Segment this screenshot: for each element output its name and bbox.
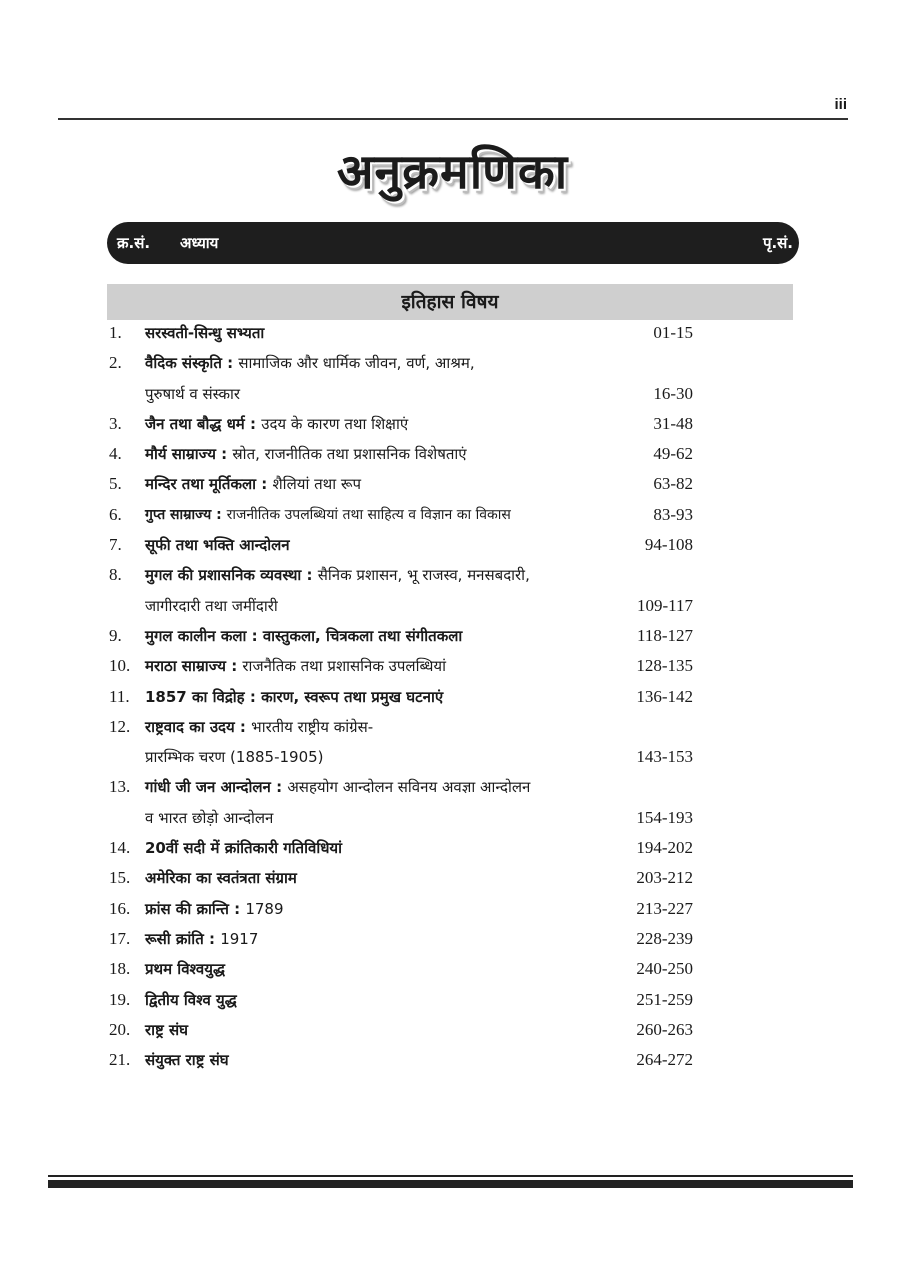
entry-title: द्वितीय विश्व युद्ध <box>145 990 237 1009</box>
entry-pages: 136-142 <box>636 686 693 706</box>
entry-title: संयुक्त राष्ट्र संघ <box>145 1051 229 1070</box>
entry-number: 1. <box>109 323 122 342</box>
entry-title: सूफी तथा भक्ति आन्दोलन <box>145 536 290 555</box>
entry-pages: 109-117 <box>636 595 693 615</box>
chapter-column-header: अध्याय <box>180 234 219 252</box>
entry-title: 20वीं सदी में क्रांतिकारी गतिविधियां <box>145 839 343 858</box>
page-column-header: पृ.सं. <box>762 234 793 252</box>
toc-entry[interactable] <box>0 348 905 409</box>
entry-description: राजनीतिक उपलब्धियां तथा साहित्य व विज्ञान का विकास <box>226 506 511 523</box>
entry-pages: 154-193 <box>636 807 693 827</box>
entry-number: 18. <box>109 959 131 979</box>
toc-entry[interactable] <box>0 863 905 893</box>
entry-pages: 251-259 <box>636 989 693 1009</box>
toc-entry[interactable] <box>0 409 905 439</box>
entry-pages: 240-250 <box>636 959 693 979</box>
entry-number: 7. <box>109 535 122 555</box>
section-heading: इतिहास विषय <box>107 284 793 320</box>
entry-number: 16. <box>109 898 131 918</box>
entry-description: शैलियां तथा रूप <box>272 475 362 494</box>
entry-title: अमेरिका का स्वतंत्रता संग्राम <box>145 869 297 888</box>
entry-pages: 118-127 <box>636 625 693 645</box>
entry-pages: 128-135 <box>636 656 693 676</box>
entry-pages: 83-93 <box>653 504 693 524</box>
entry-number: 21. <box>109 1050 131 1070</box>
entry-number: 17. <box>109 928 131 948</box>
entry-description-continued: व भारत छोड़ो आन्दोलन <box>145 808 274 827</box>
footer-rule-thin <box>48 1175 853 1177</box>
entry-description: भारतीय राष्ट्रीय कांग्रेस- <box>251 717 374 736</box>
entry-title: राष्ट्र संघ <box>145 1020 189 1039</box>
toc-entry[interactable] <box>0 985 905 1015</box>
toc-entry[interactable] <box>0 621 905 651</box>
entry-description: असहयोग आन्दोलन सविनय अवज्ञा आन्दोलन <box>287 778 531 797</box>
entry-title: सरस्वती-सिन्धु सभ्यता <box>145 324 265 342</box>
entry-number: 19. <box>109 989 131 1009</box>
column-header-bar <box>107 222 799 264</box>
entry-title: राष्ट्रवाद का उदय : <box>145 717 252 736</box>
entry-title: रूसी क्रांति : <box>145 929 221 948</box>
entry-title: फ्रांस की क्रान्ति : <box>145 899 246 918</box>
entry-number: 13. <box>109 777 131 797</box>
entry-pages: 94-108 <box>644 535 693 555</box>
entry-pages: 213-227 <box>636 898 693 918</box>
entry-pages: 63-82 <box>653 474 693 494</box>
toc-entry[interactable] <box>0 318 905 348</box>
entry-pages: 264-272 <box>636 1050 693 1070</box>
entry-title: मन्दिर तथा मूर्तिकला : <box>145 475 273 494</box>
entry-title: गांधी जी जन आन्दोलन : <box>145 778 288 797</box>
entry-number: 12. <box>109 716 131 736</box>
entry-description-continued: जागीरदारी तथा जमींदारी <box>145 596 278 615</box>
entry-number: 14. <box>109 838 131 858</box>
entry-number: 6. <box>109 504 122 524</box>
entry-description: सामाजिक और धार्मिक जीवन, वर्ण, आश्रम, <box>238 354 475 373</box>
toc-entry[interactable] <box>0 439 905 469</box>
entry-number: 15. <box>109 868 131 888</box>
entry-pages: 228-239 <box>636 928 693 948</box>
entry-number: 10. <box>109 656 131 676</box>
entry-title: जैन तथा बौद्ध धर्म : <box>145 414 262 433</box>
toc-entry[interactable] <box>0 924 905 954</box>
toc-entry[interactable] <box>0 954 905 984</box>
entry-number: 4. <box>109 444 122 464</box>
page-number: iii <box>834 96 847 113</box>
footer-rule-thick <box>48 1180 853 1188</box>
toc-entry[interactable] <box>0 530 905 560</box>
toc-entry[interactable] <box>0 894 905 924</box>
entry-title: वैदिक संस्कृति : <box>145 354 239 373</box>
entry-title: गुप्त साम्राज्य : <box>145 506 227 523</box>
entry-description: 1789 <box>245 899 284 918</box>
toc-entry[interactable] <box>0 1045 905 1075</box>
entry-description: सैनिक प्रशासन, भू राजस्व, मनसबदारी, <box>317 566 530 585</box>
page-title: अनुक्रमणिका <box>336 144 569 200</box>
entry-pages: 49-62 <box>653 444 693 464</box>
entry-number: 8. <box>109 565 122 585</box>
entry-pages: 01-15 <box>653 323 693 342</box>
entry-number: 11. <box>109 686 130 706</box>
table-of-contents <box>0 318 905 1075</box>
top-rule <box>58 118 848 120</box>
entry-number: 20. <box>109 1019 131 1039</box>
entry-pages: 143-153 <box>636 747 693 767</box>
entry-title: मुगल कालीन कला : वास्तुकला, चित्रकला तथा संगीतकला <box>145 626 463 645</box>
entry-title: प्रथम विश्वयुद्ध <box>145 960 225 979</box>
entry-pages: 194-202 <box>636 838 693 858</box>
entry-number: 5. <box>109 474 122 494</box>
entry-description-continued: पुरुषार्थ व संस्कार <box>145 384 241 403</box>
toc-entry[interactable] <box>0 682 905 712</box>
toc-entry[interactable] <box>0 772 905 833</box>
entry-pages: 260-263 <box>636 1019 693 1039</box>
entry-description: उदय के कारण तथा शिक्षाएं <box>261 414 409 433</box>
toc-entry[interactable] <box>0 712 905 773</box>
entry-description: राजनैतिक तथा प्रशासनिक उपलब्धियां <box>242 657 446 676</box>
entry-description-continued: प्रारम्भिक चरण (1885-1905) <box>145 748 324 767</box>
entry-title: 1857 का विद्रोह : कारण, स्वरूप तथा प्रमुख घटनाएं <box>145 687 444 706</box>
entry-pages: 16-30 <box>653 383 693 403</box>
entry-number: 9. <box>109 625 122 645</box>
toc-entry[interactable] <box>0 500 905 530</box>
toc-entry[interactable] <box>0 651 905 681</box>
toc-entry[interactable] <box>0 469 905 499</box>
toc-entry[interactable] <box>0 833 905 863</box>
entry-description: स्रोत, राजनीतिक तथा प्रशासनिक विशेषताएं <box>232 445 467 464</box>
toc-entry[interactable] <box>0 560 905 621</box>
entry-pages: 203-212 <box>636 868 693 888</box>
serial-column-header: क्र.सं. <box>117 234 151 252</box>
toc-entry[interactable] <box>0 1015 905 1045</box>
entry-title: मुगल की प्रशासनिक व्यवस्था : <box>145 566 318 585</box>
entry-description: 1917 <box>220 929 259 948</box>
entry-pages: 31-48 <box>653 413 693 433</box>
entry-number: 3. <box>109 413 122 433</box>
entry-title: मराठा साम्राज्य : <box>145 657 243 676</box>
entry-number: 2. <box>109 353 122 373</box>
entry-title: मौर्य साम्राज्य : <box>145 445 233 464</box>
